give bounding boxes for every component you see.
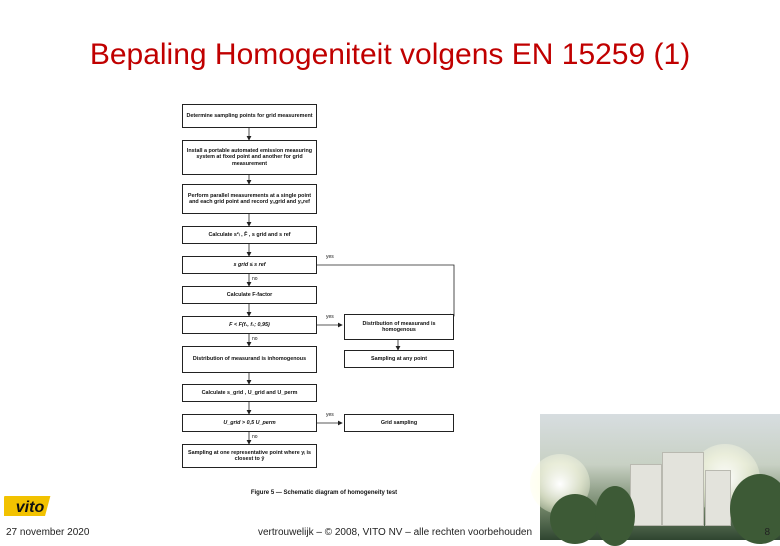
- vito-logo-mark: [4, 490, 54, 522]
- flow-box-f-test: F < F(f₁, f₂; 0,95): [182, 316, 317, 334]
- yes-label-1: yes: [326, 254, 334, 260]
- confidentiality-notice: vertrouwelijk – © 2008, VITO NV – alle rechten voorbehouden: [258, 527, 533, 538]
- flow-box-parallel-measurements: Perform parallel measurements at a single point and each grid point and record yᵢ,grid and yᵢ,ref: [182, 184, 317, 214]
- page-number: 8: [764, 527, 770, 538]
- no-label-2: no: [252, 336, 258, 342]
- slide-title: Bepaling Homogeniteit volgens EN 15259 (1): [89, 38, 691, 71]
- flow-box-representative-point: Sampling at one representative point where yᵢ is closest to ȳ: [182, 444, 317, 468]
- slide-date: 27 november 2020: [6, 527, 90, 538]
- flow-box-calculate-f-factor: Calculate F-factor: [182, 286, 317, 304]
- flow-box-calculate-uncertainty: Calculate s_grid , U_grid and U_perm: [182, 384, 317, 402]
- homogeneity-flowchart: [174, 98, 474, 516]
- svg-text:vito: vito: [15, 499, 45, 516]
- yes-label-3: yes: [326, 412, 334, 418]
- flow-box-grid-sampling: Grid sampling: [344, 414, 454, 432]
- campus-photo: [540, 414, 780, 540]
- flow-box-install-system: Install a portable automated emission measuring system at fixed point and another for grid measurement: [182, 140, 317, 175]
- flow-box-homogenous: Distribution of measurand is homogenous: [344, 314, 454, 340]
- yes-label-2: yes: [326, 314, 334, 320]
- flow-box-inhomogenous: Distribution of measurand is inhomogenous: [182, 346, 317, 373]
- flow-box-sampling-any-point: Sampling at any point: [344, 350, 454, 368]
- vito-logo: [4, 490, 54, 522]
- flow-box-determine-sampling: Determine sampling points for grid measurement: [182, 104, 317, 128]
- flow-box-uncertainty-test: U_grid > 0,5 U_perm: [182, 414, 317, 432]
- no-label-3: no: [252, 434, 258, 440]
- flow-box-calculate-variances: Calculate s²ₗ , F̄ , s grid and s ref: [182, 226, 317, 244]
- flow-box-sgrid-test: s grid ≤ s ref: [182, 256, 317, 274]
- figure-caption: Figure 5 — Schematic diagram of homogeneity test: [250, 490, 398, 496]
- no-label-1: no: [252, 276, 258, 282]
